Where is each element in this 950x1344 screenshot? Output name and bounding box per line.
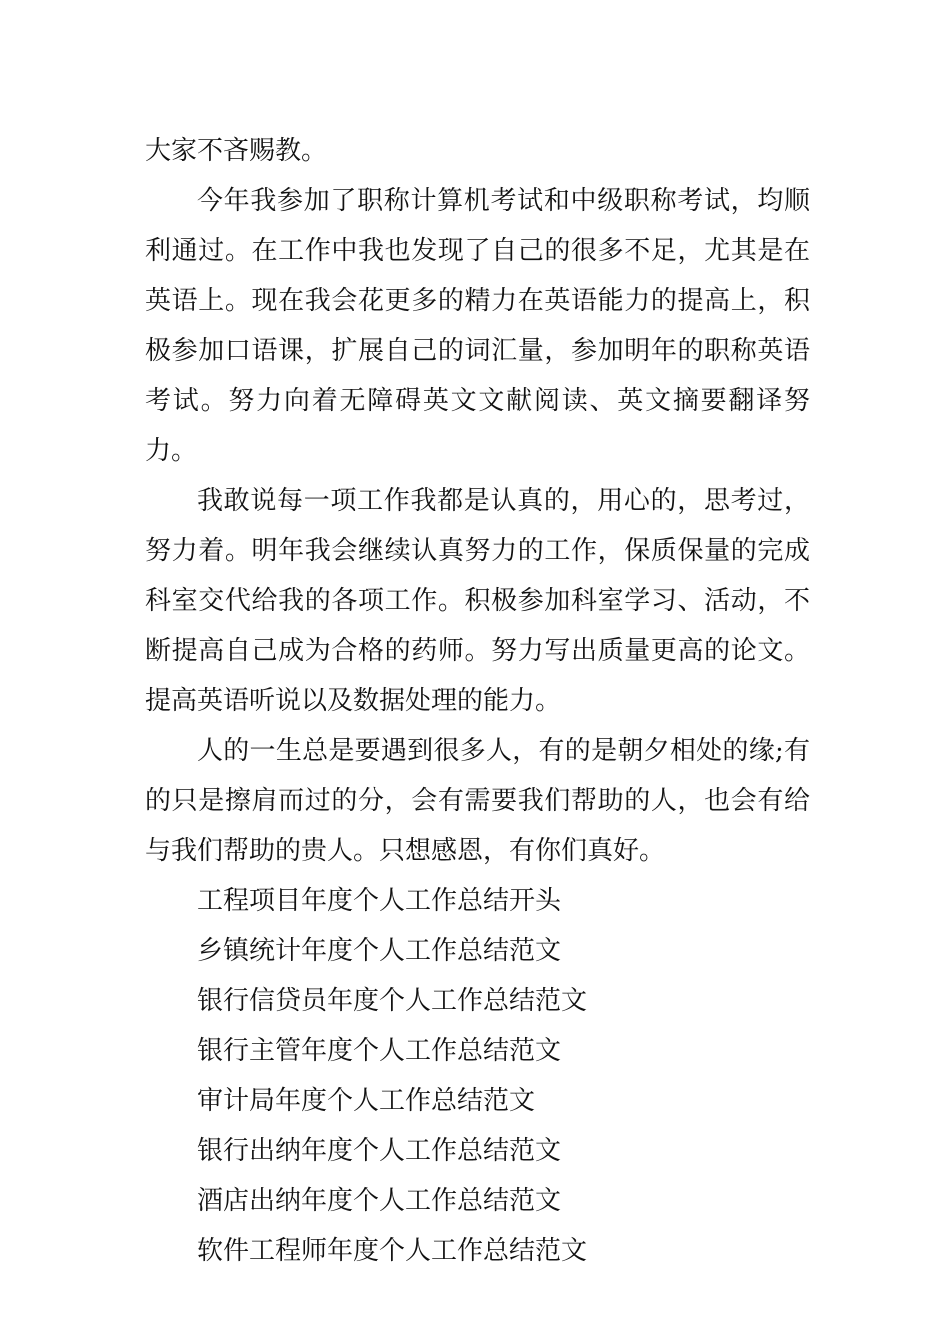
related-link-item[interactable]: 软件工程师年度个人工作总结范文 [197,1236,588,1266]
related-link-item[interactable]: 银行主管年度个人工作总结范文 [197,1036,562,1066]
related-links-list [145,876,810,1276]
related-link-item[interactable]: 银行信贷员年度个人工作总结范文 [197,986,588,1016]
document-body [145,126,810,1276]
paragraph-continuation: 大家不吝赐教。 [145,136,328,166]
related-link-item[interactable]: 银行出纳年度个人工作总结范文 [197,1136,562,1166]
paragraph-gratitude: 人的一生总是要遇到很多人，有的是朝夕相处的缘;有的只是擦肩而过的分，会有需要我们帮助的人，也会有给与我们帮助的贵人。只想感恩，有你们真好。 [145,736,810,866]
related-link-item[interactable]: 乡镇统计年度个人工作总结范文 [197,936,562,966]
related-link-item[interactable]: 审计局年度个人工作总结范文 [197,1086,536,1116]
paragraph-work-plan: 我敢说每一项工作我都是认真的，用心的，思考过，努力着。明年我会继续认真努力的工作，保质保量的完成科室交代给我的各项工作。积极参加科室学习、活动，不断提高自己成为合格的药师。努力写出质量更高的论文。提高英语听说以及数据处理的能力。 [145,486,810,716]
related-link-item[interactable]: 酒店出纳年度个人工作总结范文 [197,1186,562,1216]
related-link-item[interactable]: 工程项目年度个人工作总结开头 [197,886,562,916]
paragraph-exams: 今年我参加了职称计算机考试和中级职称考试，均顺利通过。在工作中我也发现了自己的很多不足，尤其是在英语上。现在我会花更多的精力在英语能力的提高上，积极参加口语课，扩展自己的词汇量，参加明年的职称英语考试。努力向着无障碍英文文献阅读、英文摘要翻译努力。 [145,186,810,466]
